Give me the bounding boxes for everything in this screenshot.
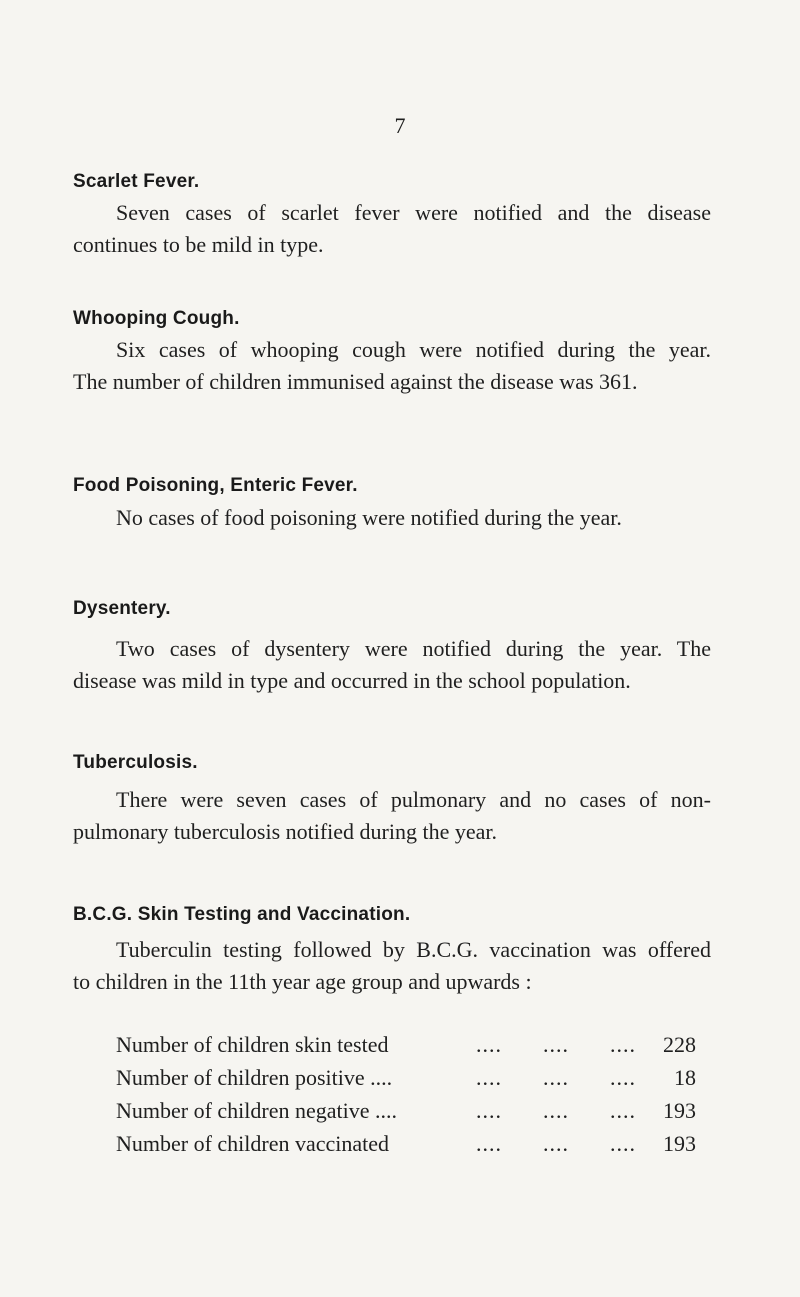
section-body-line-2: The number of children immunised against the disease was 361. bbox=[73, 369, 638, 394]
section-body-food-poisoning bbox=[73, 502, 711, 534]
leader-dots: .... bbox=[543, 1098, 569, 1123]
stat-row-vaccinated bbox=[116, 1127, 696, 1160]
stat-row-negative bbox=[116, 1094, 696, 1127]
stat-row-positive bbox=[116, 1061, 696, 1094]
leader-dots: .... bbox=[543, 1032, 569, 1057]
section-body-tuberculosis bbox=[73, 784, 711, 848]
section-body-line-1: Two cases of dysentery were notified during the year. The bbox=[116, 636, 711, 661]
stat-label: Number of children negative .... bbox=[116, 1098, 398, 1123]
leader-dots: .... bbox=[476, 1032, 502, 1057]
section-heading-dysentery: Dysentery. bbox=[73, 598, 171, 619]
section-body-line-1: There were seven cases of pulmonary and no cases of non- bbox=[116, 787, 711, 812]
leader-dots: .... bbox=[610, 1131, 636, 1156]
stat-label: Number of children vaccinated bbox=[116, 1131, 390, 1156]
section-body-line-1: Tuberculin testing followed by B.C.G. vaccination was offered bbox=[116, 937, 711, 962]
stat-value: 18 bbox=[674, 1065, 696, 1090]
stat-value: 193 bbox=[663, 1131, 696, 1156]
stat-value: 228 bbox=[663, 1032, 696, 1057]
section-body-dysentery bbox=[73, 633, 711, 697]
section-body-line-2: continues to be mild in type. bbox=[73, 232, 324, 257]
section-heading-scarlet-fever: Scarlet Fever. bbox=[73, 171, 200, 192]
leader-dots: .... bbox=[610, 1065, 636, 1090]
stat-leaders bbox=[476, 1061, 636, 1094]
section-body-line-2: disease was mild in type and occurred in the school population. bbox=[73, 668, 631, 693]
page-number: 7 bbox=[394, 113, 406, 138]
leader-dots: .... bbox=[476, 1131, 502, 1156]
leader-dots: .... bbox=[476, 1098, 502, 1123]
leader-dots: .... bbox=[610, 1098, 636, 1123]
section-heading-food-poisoning: Food Poisoning, Enteric Fever. bbox=[73, 475, 358, 496]
stat-label: Number of children positive .... bbox=[116, 1065, 393, 1090]
bcg-stats-table bbox=[116, 1028, 696, 1160]
leader-dots: .... bbox=[610, 1032, 636, 1057]
section-body-line-1: Seven cases of scarlet fever were notified and the disease bbox=[116, 200, 711, 225]
section-heading-tuberculosis: Tuberculosis. bbox=[73, 752, 198, 773]
section-body-bcg bbox=[73, 934, 711, 998]
section-body-line-1: Six cases of whooping cough were notified during the year. bbox=[116, 337, 711, 362]
stat-value: 193 bbox=[663, 1098, 696, 1123]
section-body-line-2: pulmonary tuberculosis notified during the year. bbox=[73, 819, 498, 844]
stat-leaders bbox=[476, 1028, 636, 1061]
stat-label: Number of children skin tested bbox=[116, 1032, 389, 1057]
leader-dots: .... bbox=[543, 1065, 569, 1090]
stat-leaders bbox=[476, 1127, 636, 1160]
leader-dots: .... bbox=[543, 1131, 569, 1156]
leader-dots: .... bbox=[476, 1065, 502, 1090]
stat-leaders bbox=[476, 1094, 636, 1127]
section-body-scarlet-fever bbox=[73, 197, 711, 261]
stat-row-skin-tested bbox=[116, 1028, 696, 1061]
section-body-line-1: No cases of food poisoning were notified during the year. bbox=[116, 505, 622, 530]
section-body-line-2: to children in the 11th year age group and upwards : bbox=[73, 969, 532, 994]
section-body-whooping-cough bbox=[73, 334, 711, 398]
section-heading-whooping-cough: Whooping Cough. bbox=[73, 308, 240, 329]
section-heading-bcg: B.C.G. Skin Testing and Vaccination. bbox=[73, 904, 411, 925]
